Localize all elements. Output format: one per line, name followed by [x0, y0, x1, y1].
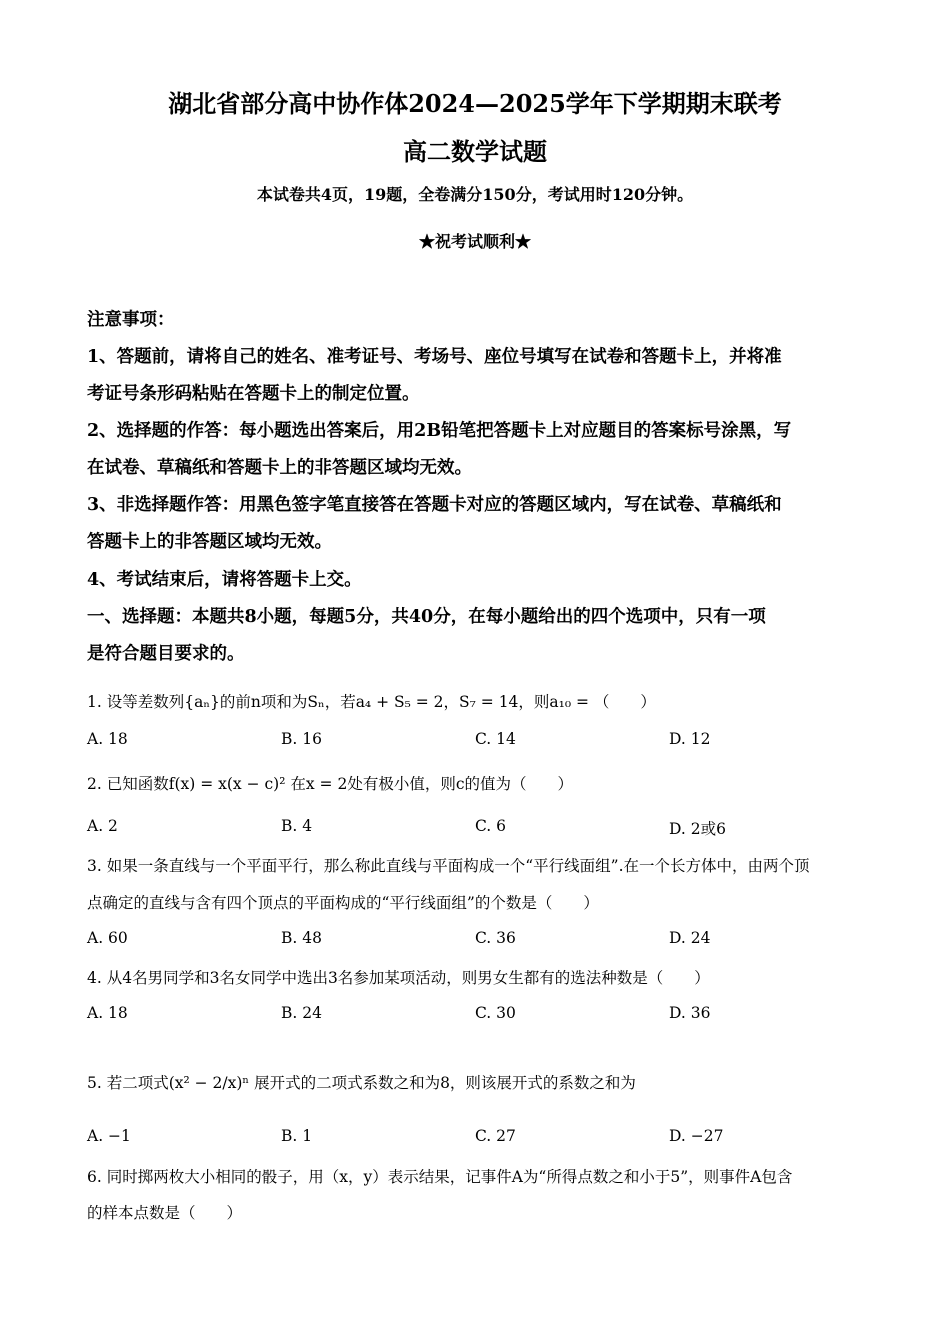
section-heading-cont: 是符合题目要求的。	[87, 644, 245, 664]
exam-info: 本试卷共4页，19题，全卷满分150分，考试用时120分钟。	[256, 185, 694, 204]
question-3-stem: 3. 如果一条直线与一个平面平行，那么称此直线与平面构成一个“平行线面组”.在一个长方体中，由两个顶	[87, 857, 810, 875]
option-a: A. 60	[87, 929, 128, 947]
notice-item: 在试卷、草稿纸和答题卡上的非答题区域均无效。	[87, 458, 472, 478]
notice-item: 2、选择题的作答：每小题选出答案后，用2B铅笔把答题卡上对应题目的答案标号涂黑，写	[87, 421, 792, 441]
option-c: C. 14	[475, 730, 516, 748]
question-4-stem: 4. 从4名男同学和3名女同学中选出3名参加某项活动，则男女生都有的选法种数是（ ）	[87, 969, 710, 987]
option-b: B. 16	[281, 730, 322, 748]
option-c: C. 30	[475, 1004, 516, 1022]
option-b: B. 4	[281, 817, 313, 835]
question-1-stem: 1. 设等差数列{aₙ}的前n项和为Sₙ，若a₄ + S₅ = 2，S₇ = 14，则a₁₀ = （ ）	[87, 693, 656, 711]
notice-item: 考证号条形码粘贴在答题卡上的制定位置。	[87, 384, 420, 404]
option-b: B. 1	[281, 1127, 313, 1145]
option-d: D. 36	[669, 1004, 711, 1022]
option-d: D. 24	[669, 929, 711, 947]
notice-item: 3、非选择题作答：用黑色签字笔直接答在答题卡对应的答题区域内，写在试卷、草稿纸和	[87, 495, 782, 515]
notice-item: 4、考试结束后，请将答题卡上交。	[87, 570, 362, 590]
option-c: C. 27	[475, 1127, 516, 1145]
exam-subtitle: 高二数学试题	[403, 137, 547, 166]
good-luck-wish: ★祝考试顺利★	[418, 232, 531, 251]
option-b: B. 48	[281, 929, 322, 947]
notice-item: 答题卡上的非答题区域均无效。	[87, 532, 332, 552]
option-d: D. 12	[669, 730, 711, 748]
notice-item: 1、答题前，请将自己的姓名、准考证号、考场号、座位号填写在试卷和答题卡上，并将准	[87, 347, 782, 367]
option-d: D. 2或6	[669, 820, 726, 838]
section-heading: 一、选择题：本题共8小题，每题5分，共40分，在每小题给出的四个选项中，只有一项	[87, 607, 766, 627]
question-6-stem: 6. 同时掷两枚大小相同的骰子，用（x，y）表示结果，记事件A为“所得点数之和小于5”，则事件A包含	[87, 1168, 793, 1186]
exam-title: 湖北省部分高中协作体2024—2025学年下学期期末联考	[168, 89, 782, 118]
option-b: B. 24	[281, 1004, 322, 1022]
notice-heading: 注意事项：	[87, 310, 175, 330]
option-a: A. 18	[87, 730, 128, 748]
question-5-stem: 5. 若二项式(x² − 2/x)ⁿ 展开式的二项式系数之和为8，则该展开式的系数之和为	[87, 1074, 636, 1092]
option-c: C. 36	[475, 929, 516, 947]
question-3-stem-cont: 点确定的直线与含有四个顶点的平面构成的“平行线面组”的个数是（ ）	[87, 894, 599, 912]
question-6-stem-cont: 的样本点数是（ ）	[87, 1204, 243, 1222]
option-a: A. 18	[87, 1004, 128, 1022]
option-d: D. −27	[669, 1127, 724, 1145]
question-2-stem: 2. 已知函数f(x) = x(x − c)² 在x = 2处有极小值，则c的值为（ ）	[87, 775, 573, 793]
option-a: A. −1	[87, 1127, 131, 1145]
option-c: C. 6	[475, 817, 507, 835]
option-a: A. 2	[87, 817, 118, 835]
